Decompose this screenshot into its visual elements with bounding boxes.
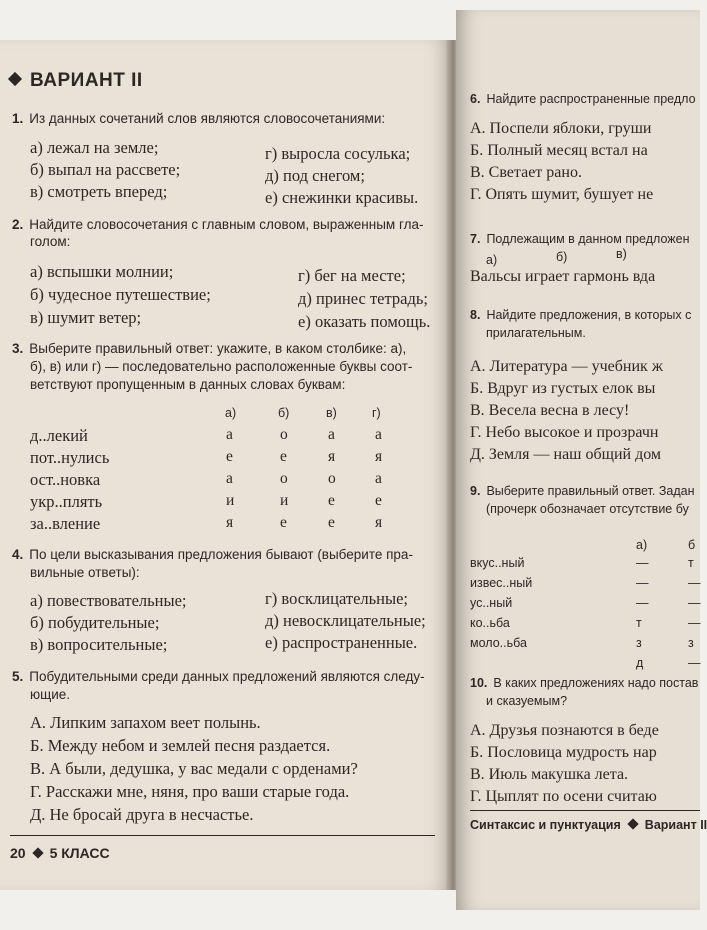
question-number: 6.: [470, 92, 481, 106]
table-cell: —: [636, 576, 649, 590]
table-cell: е: [328, 492, 335, 509]
table-row-word: ко..ьба: [470, 616, 510, 630]
question-6: [470, 92, 696, 106]
column-header: а): [225, 406, 237, 420]
option: б) побудительные;: [30, 613, 160, 632]
answer-label: б): [556, 250, 568, 264]
page-number: 20: [10, 845, 26, 861]
sentence-item: Б. Полный месяц встал на: [470, 142, 648, 159]
question-text: Найдите словосочетания с главным словом, выраженным гла-: [29, 217, 424, 232]
table-cell: —: [636, 596, 649, 610]
question-text: По цели высказывания предложения бывают (выберите пра-: [29, 547, 413, 562]
table-row-word: извес..ный: [470, 576, 533, 590]
answer-label: а): [486, 253, 498, 267]
table-row-word: укр..плять: [30, 492, 103, 511]
table-cell: о: [280, 426, 288, 443]
sentence-item: Б. Между небом и землей песня раздается.: [30, 736, 331, 755]
table-cell: е: [328, 514, 335, 531]
sentence-item: Г. Небо высокое и прозрачн: [470, 424, 659, 441]
table-cell: т: [636, 616, 642, 630]
option: д) невосклицательные;: [265, 611, 426, 630]
option: в) вопросительные;: [30, 635, 168, 654]
question-text-cont: голом:: [30, 234, 71, 249]
question-number: 5.: [12, 669, 24, 684]
question-number: 8.: [470, 308, 481, 322]
table-cell: з: [636, 636, 642, 650]
question-text: Выберите правильный ответ: укажите, в каком столбике: а),: [29, 341, 407, 356]
sentence-item: А. Липким запахом веет полынь.: [30, 713, 261, 732]
table-row-word: пот..нулись: [30, 448, 110, 467]
option: б) чудесное путешествие;: [30, 285, 211, 304]
table-cell: и: [280, 492, 289, 509]
question-4: [12, 546, 413, 564]
question-2: [12, 216, 423, 234]
question-text: В каких предложениях надо постав: [493, 676, 699, 690]
question-number: 9.: [470, 484, 481, 498]
table-cell: д: [636, 656, 644, 670]
column-header: б): [278, 406, 290, 420]
left-page: [0, 40, 452, 890]
question-text: Из данных сочетаний слов являются словосочетаниями:: [29, 111, 386, 126]
option: г) восклицательные;: [265, 589, 408, 608]
diamond-icon: [32, 847, 43, 858]
option: а) повествовательные;: [30, 591, 187, 610]
option: а) лежал на земле;: [30, 138, 159, 157]
grade-label: 5 КЛАСС: [49, 845, 110, 861]
sentence-item: Г. Расскажи мне, няня, про ваши старые года.: [30, 782, 350, 801]
question-number: 10.: [470, 676, 488, 690]
diamond-icon: [627, 818, 638, 829]
table-cell: о: [328, 470, 336, 487]
question-text: Побудительными среди данных предложений являются следу-: [29, 669, 425, 684]
question-8: [470, 308, 691, 322]
table-cell: а: [226, 426, 233, 443]
question-text-cont: ющие.: [30, 687, 71, 702]
question-number: 7.: [470, 232, 481, 246]
table-cell: я: [375, 448, 383, 465]
question-7: [470, 232, 689, 246]
sentence-item: А. Литература — учебник ж: [470, 358, 663, 375]
question-text: Найдите предложения, в которых с: [486, 308, 692, 322]
question-text: Подлежащим в данном предложен: [486, 232, 690, 246]
table-cell: я: [375, 514, 383, 531]
sentence-item: В. Июль макушка лета.: [470, 766, 629, 783]
right-page: [456, 10, 707, 910]
sentence-item: Г. Опять шумит, бушует не: [470, 186, 654, 203]
answer-label: в): [616, 247, 627, 261]
option: в) шумит ветер;: [30, 308, 142, 327]
table-row-word: ус..ный: [470, 596, 513, 610]
table-cell: е: [280, 448, 287, 465]
question-1: [12, 110, 385, 128]
table-cell: —: [688, 576, 701, 590]
column-header: г): [372, 406, 381, 420]
table-row-word: моло..ьба: [470, 636, 527, 650]
table-row-word: д..лекий: [30, 426, 88, 445]
table-cell: —: [688, 616, 701, 630]
column-header: а): [636, 538, 648, 552]
sentence-item: Д. Земля — наш общий дом: [470, 446, 662, 463]
sentence-item: Г. Цыплят по осени считаю: [470, 788, 657, 805]
question-10: [470, 676, 698, 690]
question-number: 3.: [12, 341, 24, 356]
question-text-cont: б), в) или г) — последовательно расположенные буквы соот-: [30, 359, 413, 374]
table-cell: а: [375, 426, 382, 443]
table-cell: а: [375, 470, 382, 487]
question-text-cont: ветствуют пропущенным в данных словах буквам:: [30, 377, 346, 392]
option: е) снежинки красивы.: [265, 188, 419, 207]
table-cell: о: [280, 470, 288, 487]
table-cell: я: [226, 514, 234, 531]
table-cell: е: [280, 514, 287, 531]
table-cell: —: [688, 656, 701, 670]
table-cell: а: [226, 470, 233, 487]
question-number: 4.: [12, 547, 24, 562]
option: е) распространенные.: [265, 633, 418, 652]
page-footer: [470, 818, 707, 832]
question-text-cont: прилагательным.: [486, 326, 586, 340]
option: а) вспышки молнии;: [30, 262, 174, 281]
diamond-icon: [8, 72, 22, 86]
sentence-item: В. Весела весна в лесу!: [470, 402, 630, 419]
sentence-item: В. А были, дедушка, у вас медали с орденами?: [30, 759, 358, 778]
question-5: [12, 668, 425, 686]
section-label: Синтаксис и пунктуация: [470, 818, 621, 832]
table-cell: а: [328, 426, 335, 443]
sentence-item: Б. Пословица мудрость нар: [470, 744, 657, 761]
table-cell: з: [688, 636, 694, 650]
footer-rule: [470, 810, 700, 811]
question-text-cont: вильные ответы):: [30, 565, 140, 580]
table-cell: е: [226, 448, 233, 465]
sentence-item: Д. Не бросай друга в несчастье.: [30, 805, 254, 824]
table-cell: т: [688, 556, 694, 570]
question-number: 2.: [12, 217, 24, 232]
table-cell: —: [688, 596, 701, 610]
variant-title: ВАРИАНТ II: [30, 70, 143, 91]
table-cell: —: [636, 556, 649, 570]
column-header: б: [688, 538, 696, 552]
sentence-item: Б. Вдруг из густых елок вы: [470, 380, 656, 397]
question-text: Выберите правильный ответ. Задан: [486, 484, 695, 498]
option: г) бег на месте;: [298, 266, 406, 285]
sentence-item: А. Поспели яблоки, груши: [470, 120, 652, 137]
sentence-item: А. Друзья познаются в беде: [470, 722, 659, 739]
option: г) выросла сосулька;: [265, 144, 411, 163]
table-row-word: ост..новка: [30, 470, 101, 489]
question-3: [12, 340, 406, 358]
table-cell: е: [375, 492, 382, 509]
sentence-item: В. Светает рано.: [470, 164, 582, 181]
option: е) оказать помощь.: [298, 312, 431, 331]
variant-heading: [10, 70, 143, 92]
variant-label: Вариант II: [644, 818, 707, 832]
column-header: в): [326, 406, 337, 420]
option: д) принес тетрадь;: [298, 289, 428, 308]
table-row-word: за..вление: [30, 514, 101, 533]
sentence: Вальсы играет гармонь вда: [470, 268, 656, 285]
footer-rule: [10, 835, 435, 836]
table-row-word: вкус..ный: [470, 556, 525, 570]
question-text: Найдите распространенные предло: [486, 92, 696, 106]
table-cell: и: [226, 492, 235, 509]
option: б) выпал на рассвете;: [30, 160, 181, 179]
question-number: 1.: [12, 111, 24, 126]
option: д) под снегом;: [265, 166, 365, 185]
question-text-cont: (прочерк обозначает отсутствие бу: [486, 502, 689, 516]
question-9: [470, 484, 695, 498]
option: в) смотреть вперед;: [30, 182, 168, 201]
page-footer: [10, 845, 110, 861]
question-text-cont: и сказуемым?: [486, 694, 568, 708]
table-cell: я: [328, 448, 336, 465]
